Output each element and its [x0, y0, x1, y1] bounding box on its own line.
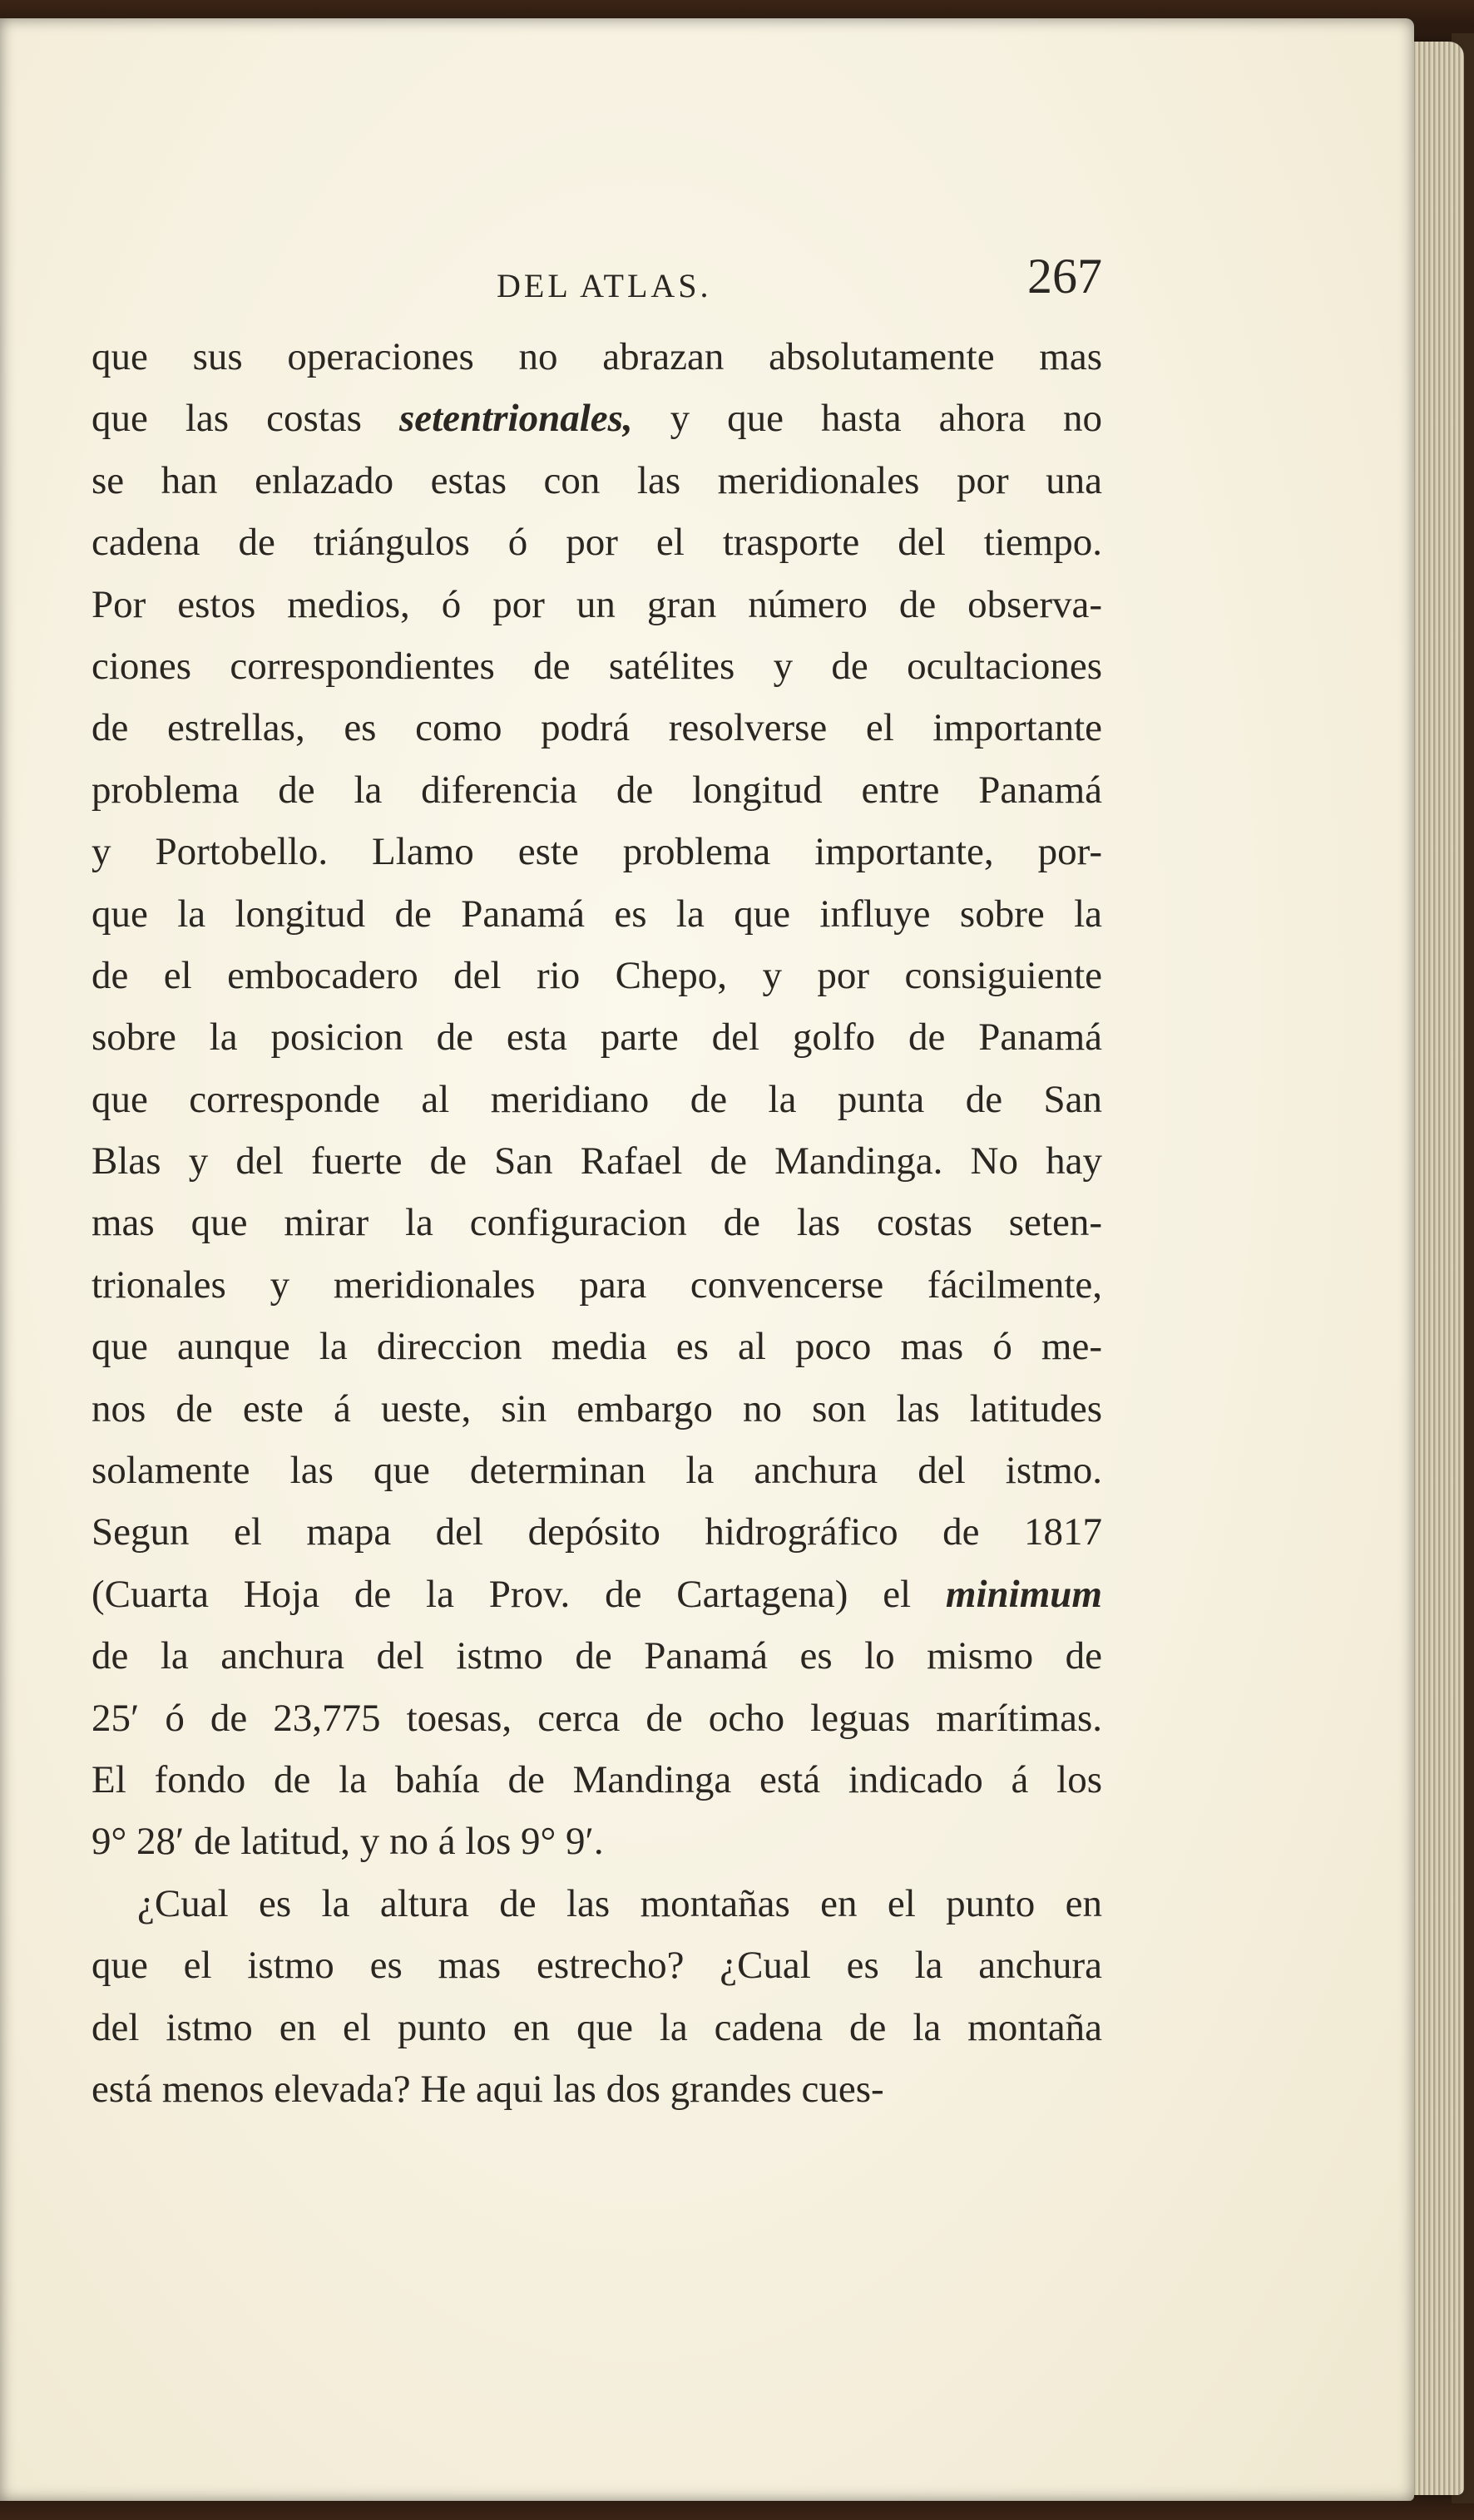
text-line: que la longitud de Panamá es la que influye sobre la	[92, 892, 1102, 936]
text-line: 9° 28′ de latitud, y no á los 9° 9′.	[92, 1820, 604, 1864]
text-line: Por estos medios, ó por un gran número de observa-	[92, 582, 1102, 626]
text-line: problema de la diferencia de longitud entre Panamá	[92, 768, 1102, 812]
text-line: que las costas setentrionales, y que hasta ahora no	[92, 397, 1102, 441]
text-line: que el istmo es mas estrecho? ¿Cual es la anchura	[92, 1944, 1102, 1988]
text-line: Segun el mapa del depósito hidrográfico de 1817	[92, 1510, 1102, 1554]
text-line: solamente las que determinan la anchura del istmo.	[92, 1449, 1102, 1493]
text-line: y Portobello. Llamo este problema importante, por-	[92, 830, 1102, 874]
text-line: que aunque la direccion media es al poco mas ó me-	[92, 1325, 1102, 1369]
paragraph	[92, 1873, 1102, 2121]
text-line: ciones correspondientes de satélites y de ocultaciones	[92, 644, 1102, 688]
text-line: nos de este á ueste, sin embargo no son las latitudes	[92, 1386, 1102, 1430]
text-line: que sus operaciones no abrazan absolutamente mas	[92, 335, 1102, 378]
text-line: que corresponde al meridiano de la punta de San	[92, 1077, 1102, 1121]
running-title: DEL ATLAS.	[497, 267, 712, 304]
text-line: cadena de triángulos ó por el trasporte del tiempo.	[92, 521, 1102, 565]
text-line: de estrellas, es como podrá resolverse el importante	[92, 706, 1102, 750]
text-line: 25′ ó de 23,775 toesas, cerca de ocho leguas marítimas.	[92, 1696, 1102, 1740]
page-fore-edge	[1406, 42, 1464, 2495]
text-line: Blas y del fuerte de San Rafael de Mandinga. No hay	[92, 1139, 1102, 1183]
text-line: El fondo de la bahía de Mandinga está indicado á los	[92, 1757, 1102, 1801]
text-line: trionales y meridionales para convencerse fácilmente,	[92, 1262, 1102, 1307]
body-text	[92, 326, 1102, 2120]
paragraph	[92, 326, 1102, 1873]
running-head	[92, 248, 1102, 323]
text-line: de el embocadero del rio Chepo, y por consiguiente	[92, 953, 1102, 997]
page-number: 267	[1027, 249, 1102, 304]
text-line: del istmo en el punto en que la cadena de la montaña	[92, 2005, 1102, 2049]
text-line: ¿Cual es la altura de las montañas en el punto en	[137, 1881, 1102, 1925]
text-line: está menos elevada? He aqui las dos grandes cues-	[92, 2067, 884, 2111]
text-line: mas que mirar la configuracion de las costas seten-	[92, 1201, 1102, 1245]
text-line: sobre la posicion de esta parte del golfo de Panamá	[92, 1015, 1102, 1060]
text-line: se han enlazado estas con las meridionales por una	[92, 458, 1102, 502]
text-line: (Cuarta Hoja de la Prov. de Cartagena) el minimum	[92, 1572, 1102, 1616]
text-line: de la anchura del istmo de Panamá es lo mismo de	[92, 1634, 1102, 1678]
